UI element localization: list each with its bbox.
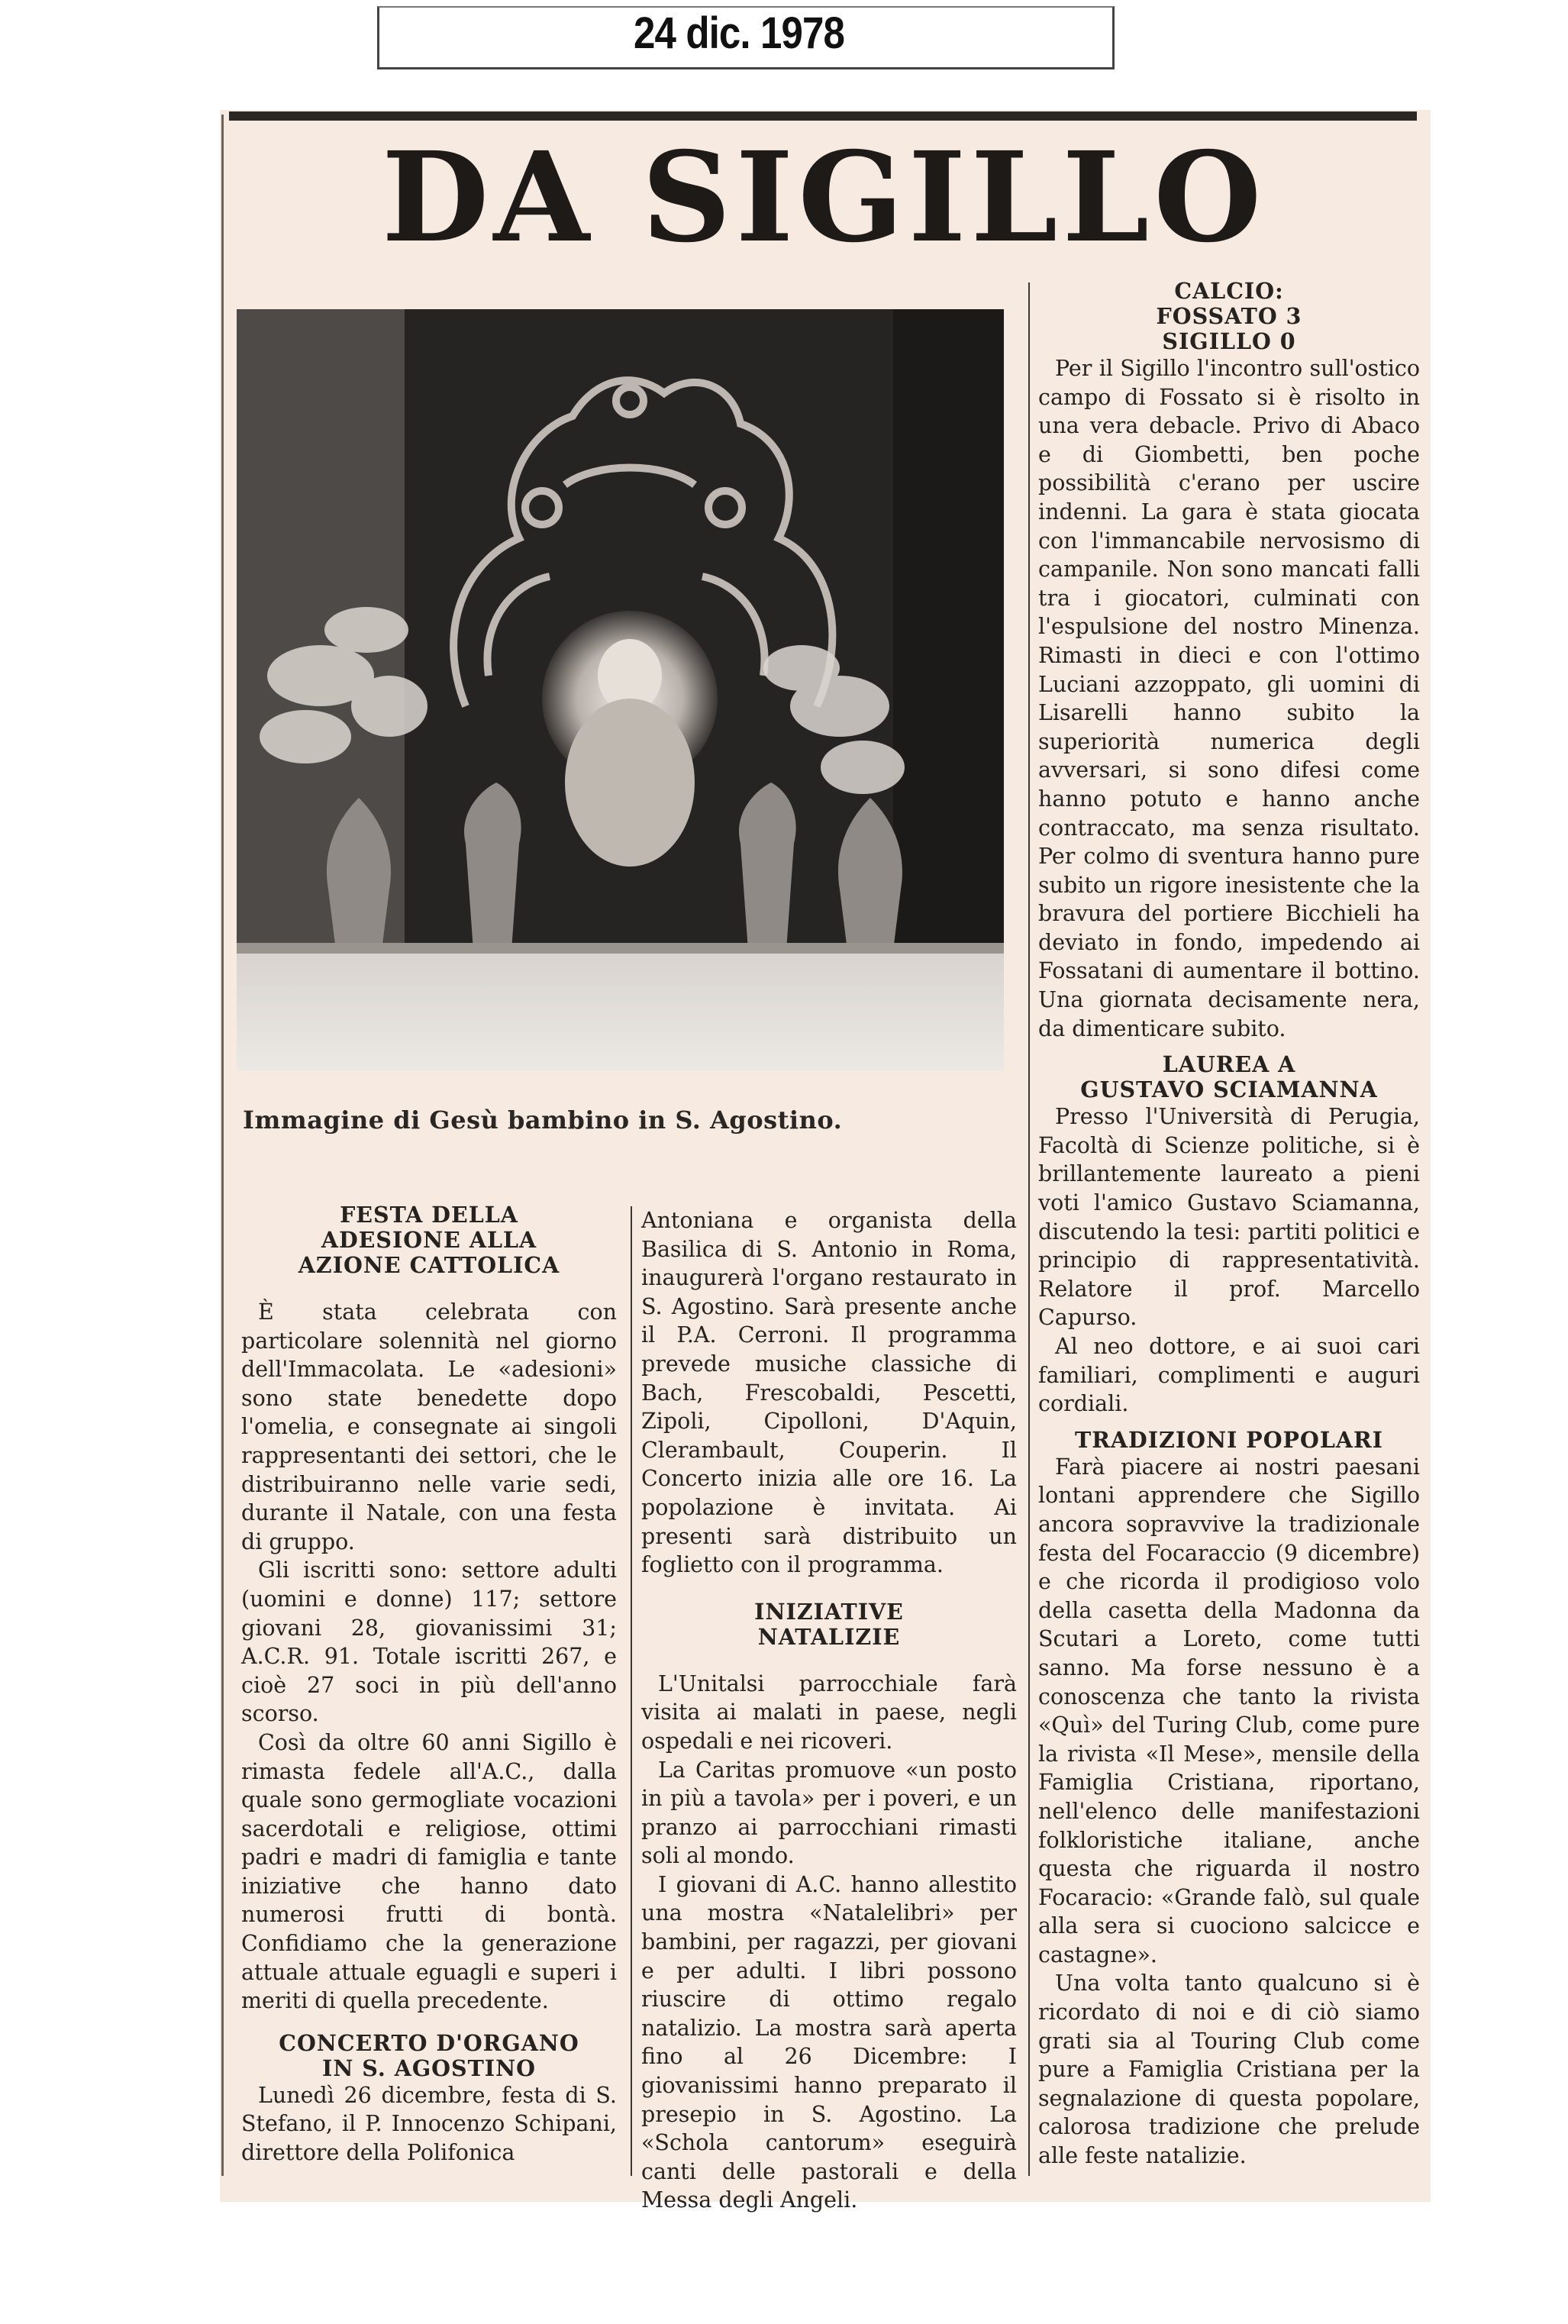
article-paragraph: Una volta tanto qualcuno si è ricordato di noi e di ciò siamo grati sia al Touring Club come pure a Famiglia Cristiana per la segnalazione di questa popolare, calorosa tradizione che prelude alle feste natalizie. — [1038, 1971, 1420, 2169]
article-title: CONCERTO D'ORGANO IN S. AGOSTINO — [279, 2029, 579, 2081]
article-tradizioni-popolari — [1038, 1428, 1420, 2171]
article-title: LAUREA A GUSTAVO SCIAMANNA — [1080, 1051, 1378, 1103]
article-title: CALCIO: FOSSATO 3 SIGILLO 0 — [1156, 278, 1302, 354]
column-1 — [241, 1202, 617, 2167]
article-title: FESTA DELLA ADESIONE ALLA AZIONE CATTOLICA — [298, 1202, 560, 1278]
article-paragraph: I giovani di A.C. hanno allestito una mostra «Natalelibri» per bambini, per ragazzi, per giovani e per adulti. I libri possono riuscire di ottimo regalo natalizio. La mostra sarà aperta fino al 26 Dicembre: I giovanissimi hanno preparato il presepio in S. Agostino. La «Schola cantorum» eseguirà canti delle pastorali e della Messa degli Angeli. — [641, 1871, 1017, 2213]
article-paragraph: La Caritas promuove «un posto in più a tavola» per i poveri, e un pranzo ai parrocchiani rimasti soli al mondo. — [641, 1757, 1017, 1869]
article-paragraph: Presso l'Università di Perugia, Facoltà di Scienze politiche, si è brillantemente laureato a pieni voti l'amico Gustavo Sciamanna, discutendo la tesi: partiti politici e principio di rappresentatività. Relatore il prof. Marcello Capurso. — [1038, 1104, 1420, 1331]
date-stamp: 24 dic. 1978 — [634, 8, 845, 58]
left-rule — [221, 115, 224, 2176]
article-paragraph: Antoniana e organista della Basilica di S. Antonio in Roma, inaugurerà l'organo restaurato in S. Agostino. Sarà presente anche il P.A. Cerroni. Il programma prevede musiche classiche di Bach, Frescobaldi, Pescetti, Zipoli, Cipolloni, D'Aquin, Clerambault, Couperin. Il Concerto inizia alle ore 16. La popolazione è invitata. Ai presenti sarà distribuito un foglietto con il programma. — [641, 1208, 1017, 1578]
photo-image — [237, 309, 1004, 1071]
article-festa-adesione — [241, 1202, 617, 2016]
article-iniziative-natalizie — [641, 1599, 1017, 2215]
article-paragraph: Per il Sigillo l'incontro sull'ostico campo di Fossato si è risolto in una vera debacle. Privo di Abaco e di Giombetti, ben poche possibilità c'erano per uscire indenni. La gara è stata giocata con l'immancabile nervosismo di campanile. Non sono mancati falli tra i giocatori, culminati con l'espulsione del nostro Minenza. Rimasti in dieci e con l'ottimo Luciani azzoppato, gli uomini di Lisarelli hanno subito la superiorità numerica degli avversari, si sono difesi come hanno potuto e hanno anche contraccato, ma senza risultato. Per colmo di sventura hanno pure subito un rigore inesistente che la bravura del portiere Bicchieli ha deviato in fondo, impedendo ai Fossatani di aumentare il bottino. Una giornata decisamente nera, da dimenticare subito. — [1038, 356, 1420, 1041]
article-paragraph: L'Unitalsi parrocchiale farà visita ai malati in paese, negli ospedali e nei ricoveri. — [641, 1670, 1017, 1754]
article-paragraph: Così da oltre 60 anni Sigillo è rimasta fedele all'A.C., dalla quale sono germogliate vocazioni sacerdotali e religiose, ottimi padri e madri di famiglia e tante iniziative che hanno dato numerosi frutti di bontà. Confidiamo che la generazione attuale attuale eguagli e superi i meriti di quella precedente. — [241, 1729, 617, 2014]
article-title: TRADIZIONI POPOLARI — [1074, 1426, 1383, 1453]
article-laurea — [1038, 1052, 1420, 1419]
top-rule — [229, 111, 1417, 121]
article-paragraph: Gli iscritti sono: settore adulti (uomini e donne) 117; settore giovani 28, giovanissimi 31; A.C.R. 91. Totale iscritti 267, e cioè 27 soci in più dell'anno scorso. — [241, 1557, 617, 1727]
article-paragraph: Lunedì 26 dicembre, festa di S. Stefano, il P. Innocenzo Schipani, direttore della Polifonica — [241, 2082, 617, 2166]
article-paragraph: È stata celebrata con particolare solennità nel giorno dell'Immacolata. Le «adesioni» sono state benedette dopo l'omelia, e consegnate ai singoli rappresentanti dei settori, che le distribuiranno nelle varie sedi, durante il Natale, con una festa di gruppo. — [241, 1299, 617, 1554]
article-calcio — [1038, 279, 1420, 1043]
article-paragraph: Al neo dottore, e ai suoi cari familiari, complimenti e auguri cordiali. — [1038, 1334, 1420, 1417]
column-3 — [1038, 279, 1420, 2171]
column-divider-1 — [631, 1206, 632, 2176]
photo-caption: Immagine di Gesù bambino in S. Agostino. — [243, 1106, 843, 1135]
article-title: INIZIATIVE NATALIZIE — [754, 1598, 904, 1650]
photo-gesu-bambino — [237, 309, 1004, 1071]
headline: DA SIGILLO — [382, 125, 1266, 270]
column-2 — [641, 1206, 1017, 2215]
article-paragraph: Farà piacere ai nostri paesani lontani apprendere che Sigillo ancora sopravvive la tradizionale festa del Focaraccio (9 dicembre) e che ricorda il prodigioso volo della casetta della Madonna da Scutari a Loreto, come tutti sanno. Ma forse nessuno è a conoscenza che tanto la rivista «Quì» del Turing Club, come pure la rivista «Il Mese», mensile della Famiglia Cristiana, riportano, nell'elenco delle manifestazioni folkloristiche italiane, anche questa che riguarda il nostro Focaracio: «Grande falò, sul quale alla sera si cuociono salcicce e castagne». — [1038, 1454, 1420, 1967]
article-concerto-organo — [241, 2031, 617, 2167]
column-divider-2 — [1028, 282, 1030, 2176]
